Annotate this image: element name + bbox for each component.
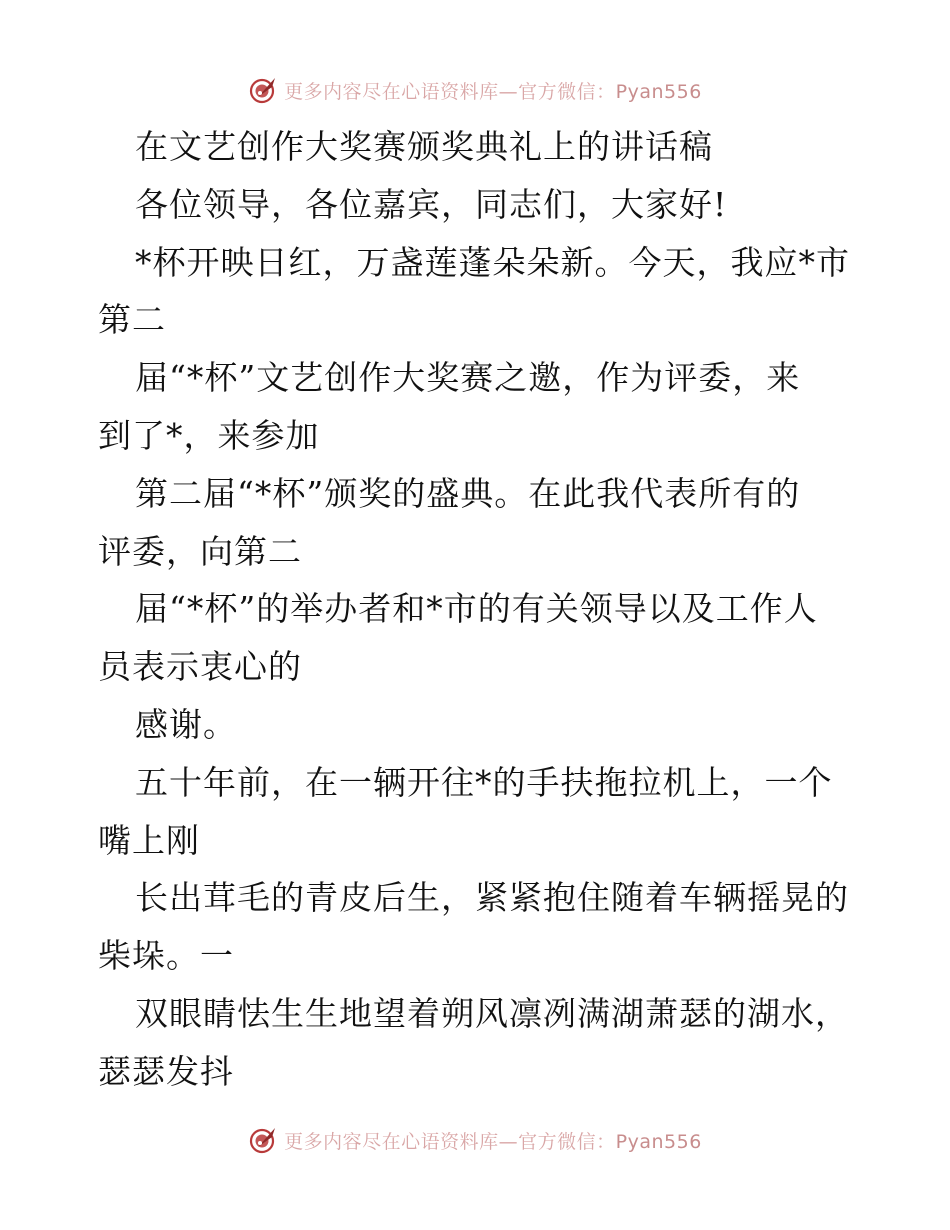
text-line: 评委，向第二 <box>98 531 302 571</box>
quill-logo-icon <box>248 1125 278 1155</box>
text-line: 瑟瑟发抖 <box>98 1051 234 1091</box>
document-title: 在文艺创作大奖赛颁奖典礼上的讲话稿 <box>135 127 713 166</box>
quill-logo-icon <box>248 75 278 105</box>
text-line: 第二 <box>98 300 166 340</box>
footer-watermark <box>0 1122 950 1158</box>
text-line: 嘴上刚 <box>98 820 200 860</box>
text-line: 各位领导，各位嘉宾，同志们，大家好! <box>135 184 728 224</box>
text-line: 员表示衷心的 <box>98 647 302 687</box>
text-line: 双眼睛怯生生地望着朔风凛冽满湖萧瑟的湖水， <box>135 993 849 1033</box>
text-line: 五十年前，在一辆开往*的手扶拖拉机上，一个 <box>135 762 833 802</box>
watermark-text: 更多内容尽在心语资料库—官方微信：Pyan556 <box>284 1130 702 1153</box>
text-line: 第二届“*杯”颁奖的盛典。在此我代表所有的 <box>135 473 801 513</box>
watermark-text: 更多内容尽在心语资料库—官方微信：Pyan556 <box>284 80 702 103</box>
text-line: 届“*杯”的举办者和*市的有关领导以及工作人 <box>135 589 818 629</box>
text-line: 到了*，来参加 <box>98 415 320 455</box>
text-line: 届“*杯”文艺创作大奖赛之邀，作为评委，来 <box>135 358 801 398</box>
document-body <box>98 118 858 1101</box>
text-line: 感谢。 <box>135 704 237 744</box>
text-line: *杯开映日红，万盏莲蓬朵朵新。今天，我应*市 <box>135 242 850 282</box>
text-line: 长出茸毛的青皮后生，紧紧抱住随着车辆摇晃的 <box>135 878 849 918</box>
text-line: 柴垛。一 <box>98 936 234 976</box>
header-watermark <box>0 72 950 108</box>
